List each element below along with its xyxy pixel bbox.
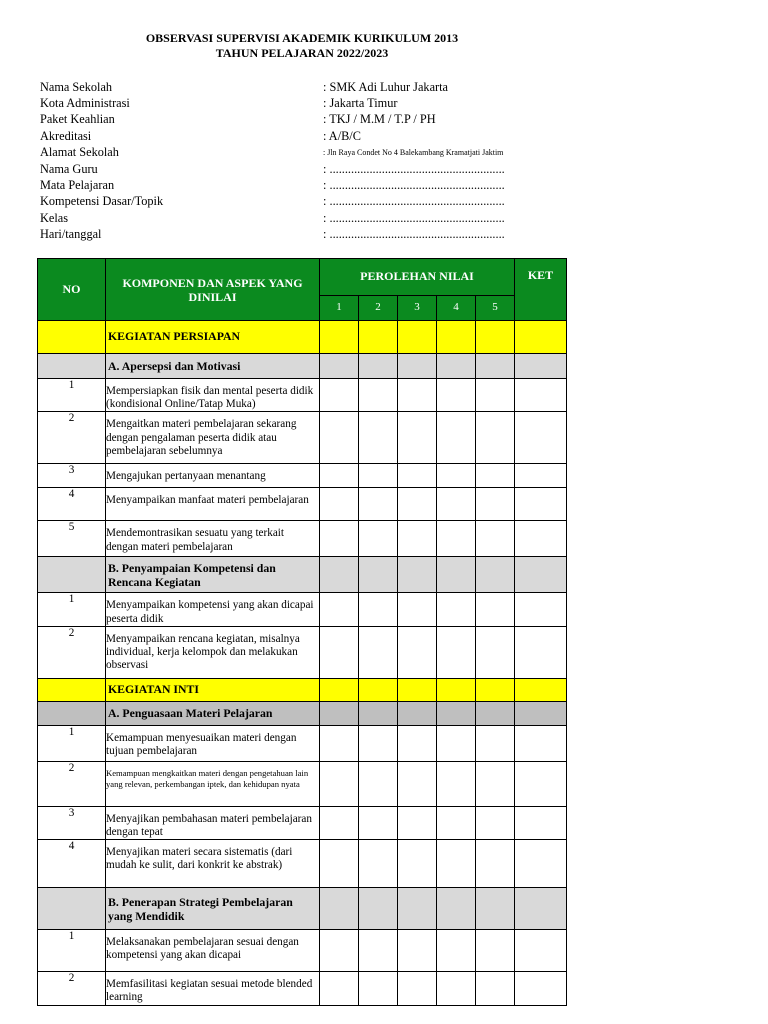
ket-cell[interactable] <box>515 888 567 930</box>
score-cell-4[interactable] <box>437 761 476 806</box>
row-description: Menyampaikan manfaat materi pembelajaran <box>106 488 320 521</box>
score-cell-2[interactable] <box>359 412 398 464</box>
table-row <box>38 840 567 888</box>
score-cell-1[interactable] <box>320 806 359 839</box>
score-cell-2[interactable] <box>359 678 398 701</box>
score-cell-5[interactable] <box>476 626 515 678</box>
row-number: 3 <box>38 806 106 839</box>
table-row <box>38 412 567 464</box>
table-body <box>38 321 567 1006</box>
row-number: 1 <box>38 930 106 972</box>
table-row <box>38 761 567 806</box>
info-value: : ......................................................... <box>323 161 505 176</box>
info-value: : ......................................................... <box>323 227 505 242</box>
row-number: 2 <box>38 412 106 464</box>
row-description: Memfasilitasi kegiatan sesuai metode blended learning <box>106 972 320 1005</box>
ket-cell[interactable] <box>515 761 567 806</box>
score-cell-1[interactable] <box>320 626 359 678</box>
score-cell-3[interactable] <box>398 593 437 626</box>
score-cell-5[interactable] <box>476 972 515 1005</box>
score-cell-5[interactable] <box>476 678 515 701</box>
score-cell-3[interactable] <box>398 725 437 761</box>
info-label: Hari/tanggal <box>40 227 102 242</box>
info-row-paket <box>40 112 580 128</box>
document-subtitle: TAHUN PELAJARAN 2022/2023 <box>215 46 389 60</box>
score-cell-3[interactable] <box>398 806 437 839</box>
score-cell-4[interactable] <box>437 840 476 888</box>
score-cell-2[interactable] <box>359 930 398 972</box>
info-label: Kelas <box>40 210 68 225</box>
info-row-kelas <box>40 210 580 226</box>
score-cell-4[interactable] <box>437 725 476 761</box>
table-row <box>38 379 567 412</box>
score-cell-3[interactable] <box>398 379 437 412</box>
info-row-kota <box>40 95 580 111</box>
info-value: : Jln Raya Condet No 4 Balekambang Kramatjati Jaktim <box>323 148 504 158</box>
table-row <box>38 626 567 678</box>
header-ket: KET <box>515 259 567 321</box>
score-cell-1[interactable] <box>320 321 359 354</box>
score-cell-1[interactable] <box>320 464 359 488</box>
row-description: KEGIATAN INTI <box>106 678 320 701</box>
row-description: B. Penerapan Strategi Pembelajaran yang Mendidik <box>106 888 320 930</box>
row-number <box>38 678 106 701</box>
score-cell-4[interactable] <box>437 321 476 354</box>
score-cell-2[interactable] <box>359 626 398 678</box>
ket-cell[interactable] <box>515 488 567 521</box>
row-number <box>38 354 106 379</box>
ket-cell[interactable] <box>515 930 567 972</box>
table-row <box>38 521 567 557</box>
info-label: Akreditasi <box>40 128 92 143</box>
ket-cell[interactable] <box>515 972 567 1005</box>
info-value: : A/B/C <box>323 128 361 143</box>
info-row-kd <box>40 194 580 210</box>
row-description: Mendemontrasikan sesuatu yang terkait dengan materi pembelajaran <box>106 521 320 557</box>
score-cell-5[interactable] <box>476 930 515 972</box>
ket-cell[interactable] <box>515 379 567 412</box>
section-row <box>38 678 567 701</box>
score-cell-4[interactable] <box>437 806 476 839</box>
score-cell-4[interactable] <box>437 557 476 593</box>
score-cell-4[interactable] <box>437 354 476 379</box>
score-cell-1[interactable] <box>320 840 359 888</box>
score-cell-2[interactable] <box>359 725 398 761</box>
table-row <box>38 464 567 488</box>
score-cell-3[interactable] <box>398 701 437 725</box>
row-number <box>38 701 106 725</box>
section-row <box>38 321 567 354</box>
score-cell-2[interactable] <box>359 972 398 1005</box>
score-cell-5[interactable] <box>476 379 515 412</box>
score-cell-1[interactable] <box>320 379 359 412</box>
info-label: Alamat Sekolah <box>40 145 119 160</box>
score-cell-4[interactable] <box>437 701 476 725</box>
info-value: : ......................................................... <box>323 210 505 225</box>
row-description: KEGIATAN PERSIAPAN <box>106 321 320 354</box>
score-cell-2[interactable] <box>359 888 398 930</box>
info-row-hari <box>40 227 580 243</box>
score-cell-4[interactable] <box>437 412 476 464</box>
document-title: OBSERVASI SUPERVISI AKADEMIK KURIKULUM 2013 <box>145 31 459 45</box>
row-description: Mengaitkan materi pembelajaran sekarang dengan pengalaman peserta didik atau pembelajaran sebelumnya <box>106 412 320 464</box>
score-cell-2[interactable] <box>359 806 398 839</box>
info-row-akreditasi <box>40 128 580 144</box>
info-row-alamat <box>40 145 580 161</box>
score-cell-2[interactable] <box>359 488 398 521</box>
row-number: 5 <box>38 521 106 557</box>
info-value: : Jakarta Timur <box>323 96 398 111</box>
score-cell-5[interactable] <box>476 354 515 379</box>
ket-cell[interactable] <box>515 593 567 626</box>
score-cell-3[interactable] <box>398 464 437 488</box>
score-cell-5[interactable] <box>476 521 515 557</box>
score-cell-1[interactable] <box>320 678 359 701</box>
score-cell-3[interactable] <box>398 321 437 354</box>
score-cell-3[interactable] <box>398 412 437 464</box>
row-description: Menyajikan materi secara sistematis (dari mudah ke sulit, dari konkrit ke abstrak) <box>106 840 320 888</box>
ket-cell[interactable] <box>515 701 567 725</box>
score-cell-3[interactable] <box>398 840 437 888</box>
table-row <box>38 725 567 761</box>
row-number: 2 <box>38 761 106 806</box>
header-row <box>38 259 567 296</box>
subsection-row <box>38 354 567 379</box>
score-cell-3[interactable] <box>398 888 437 930</box>
info-label: Mata Pelajaran <box>40 178 115 193</box>
school-info <box>40 79 580 243</box>
score-cell-4[interactable] <box>437 972 476 1005</box>
score-cell-5[interactable] <box>476 840 515 888</box>
score-cell-5[interactable] <box>476 412 515 464</box>
ket-cell[interactable] <box>515 521 567 557</box>
score-cell-5[interactable] <box>476 321 515 354</box>
ket-cell[interactable] <box>515 725 567 761</box>
score-cell-5[interactable] <box>476 725 515 761</box>
score-cell-3[interactable] <box>398 557 437 593</box>
score-cell-4[interactable] <box>437 521 476 557</box>
score-cell-4[interactable] <box>437 379 476 412</box>
ket-cell[interactable] <box>515 806 567 839</box>
score-cell-4[interactable] <box>437 678 476 701</box>
score-cell-1[interactable] <box>320 488 359 521</box>
row-number: 2 <box>38 972 106 1005</box>
score-cell-3[interactable] <box>398 972 437 1005</box>
row-number <box>38 321 106 354</box>
table-row <box>38 488 567 521</box>
score-cell-1[interactable] <box>320 557 359 593</box>
row-description: Menyajikan pembahasan materi pembelajaran dengan tepat <box>106 806 320 839</box>
score-cell-2[interactable] <box>359 761 398 806</box>
info-value: : SMK Adi Luhur Jakarta <box>323 79 449 94</box>
ket-cell[interactable] <box>515 557 567 593</box>
subsection-row <box>38 557 567 593</box>
score-cell-1[interactable] <box>320 354 359 379</box>
score-cell-5[interactable] <box>476 761 515 806</box>
row-number: 2 <box>38 626 106 678</box>
table-row <box>38 930 567 972</box>
row-description: Kemampuan menyesuaikan materi dengan tujuan pembelajaran <box>106 725 320 761</box>
score-cell-3[interactable] <box>398 678 437 701</box>
score-cell-3[interactable] <box>398 761 437 806</box>
score-cell-4[interactable] <box>437 488 476 521</box>
score-cell-1[interactable] <box>320 593 359 626</box>
row-description: B. Penyampaian Kompetensi dan Rencana Kegiatan <box>106 557 320 593</box>
ket-cell[interactable] <box>515 412 567 464</box>
score-cell-2[interactable] <box>359 379 398 412</box>
header-perolehan: PEROLEHAN NILAI <box>320 259 515 296</box>
info-label: Nama Guru <box>40 161 98 176</box>
row-description: A. Apersepsi dan Motivasi <box>106 354 320 379</box>
score-cell-5[interactable] <box>476 593 515 626</box>
score-cell-1[interactable] <box>320 761 359 806</box>
header-score: 4 <box>437 296 476 321</box>
score-cell-2[interactable] <box>359 521 398 557</box>
observation-table <box>37 258 567 1006</box>
info-label: Nama Sekolah <box>40 79 113 94</box>
info-row-nama-guru <box>40 161 580 177</box>
score-cell-3[interactable] <box>398 521 437 557</box>
row-number: 1 <box>38 379 106 412</box>
ket-cell[interactable] <box>515 626 567 678</box>
score-cell-4[interactable] <box>437 626 476 678</box>
score-cell-5[interactable] <box>476 464 515 488</box>
info-label: Paket Keahlian <box>40 112 115 127</box>
score-cell-5[interactable] <box>476 701 515 725</box>
score-cell-5[interactable] <box>476 488 515 521</box>
row-description: Kemampuan mengkaitkan materi dengan pengetahuan lain yang relevan, perkembangan iptek, dan kehidupan nyata <box>106 761 320 806</box>
score-cell-2[interactable] <box>359 321 398 354</box>
table-row <box>38 593 567 626</box>
subsection-row <box>38 701 567 725</box>
info-row-mapel <box>40 177 580 193</box>
row-description: Melaksanakan pembelajaran sesuai dengan kompetensi yang akan dicapai <box>106 930 320 972</box>
info-row-nama-sekolah <box>40 79 580 95</box>
info-value: : ......................................................... <box>323 194 505 209</box>
row-number: 3 <box>38 464 106 488</box>
row-number: 1 <box>38 593 106 626</box>
subsection-row <box>38 888 567 930</box>
score-cell-5[interactable] <box>476 557 515 593</box>
row-description: Mempersiapkan fisik dan mental peserta didik (kondisional Online/Tatap Muka) <box>106 379 320 412</box>
score-cell-3[interactable] <box>398 930 437 972</box>
score-cell-1[interactable] <box>320 888 359 930</box>
score-cell-4[interactable] <box>437 930 476 972</box>
row-number: 4 <box>38 488 106 521</box>
header-komponen: KOMPONEN DAN ASPEK YANG DINILAI <box>106 259 320 321</box>
header-score: 1 <box>320 296 359 321</box>
table-row <box>38 972 567 1005</box>
header-score: 5 <box>476 296 515 321</box>
score-cell-1[interactable] <box>320 521 359 557</box>
score-cell-2[interactable] <box>359 557 398 593</box>
score-cell-4[interactable] <box>437 593 476 626</box>
info-label: Kota Administrasi <box>40 96 130 111</box>
score-cell-3[interactable] <box>398 626 437 678</box>
header-score: 2 <box>359 296 398 321</box>
score-cell-1[interactable] <box>320 930 359 972</box>
row-number: 1 <box>38 725 106 761</box>
row-description: A. Penguasaan Materi Pelajaran <box>106 701 320 725</box>
score-cell-2[interactable] <box>359 593 398 626</box>
row-description: Menyampaikan rencana kegiatan, misalnya individual, kerja kelompok dan melakukan observasi <box>106 626 320 678</box>
score-cell-4[interactable] <box>437 464 476 488</box>
header-no: NO <box>38 259 106 321</box>
score-cell-2[interactable] <box>359 840 398 888</box>
table-row <box>38 806 567 839</box>
ket-cell[interactable] <box>515 840 567 888</box>
score-cell-1[interactable] <box>320 701 359 725</box>
header-score: 3 <box>398 296 437 321</box>
row-description: Mengajukan pertanyaan menantang <box>106 464 320 488</box>
score-cell-1[interactable] <box>320 725 359 761</box>
ket-cell[interactable] <box>515 464 567 488</box>
score-cell-4[interactable] <box>437 888 476 930</box>
score-cell-3[interactable] <box>398 354 437 379</box>
row-number: 4 <box>38 840 106 888</box>
score-cell-1[interactable] <box>320 412 359 464</box>
info-value: : ......................................................... <box>323 178 505 193</box>
ket-cell[interactable] <box>515 678 567 701</box>
score-cell-3[interactable] <box>398 488 437 521</box>
row-description: Menyampaikan kompetensi yang akan dicapai peserta didik <box>106 593 320 626</box>
row-number <box>38 888 106 930</box>
info-value: : TKJ / M.M / T.P / PH <box>323 112 436 127</box>
score-cell-2[interactable] <box>359 701 398 725</box>
ket-cell[interactable] <box>515 321 567 354</box>
ket-cell[interactable] <box>515 354 567 379</box>
score-cell-5[interactable] <box>476 806 515 839</box>
row-number <box>38 557 106 593</box>
score-cell-1[interactable] <box>320 972 359 1005</box>
score-cell-2[interactable] <box>359 354 398 379</box>
score-cell-2[interactable] <box>359 464 398 488</box>
score-cell-5[interactable] <box>476 888 515 930</box>
info-label: Kompetensi Dasar/Topik <box>40 194 164 209</box>
